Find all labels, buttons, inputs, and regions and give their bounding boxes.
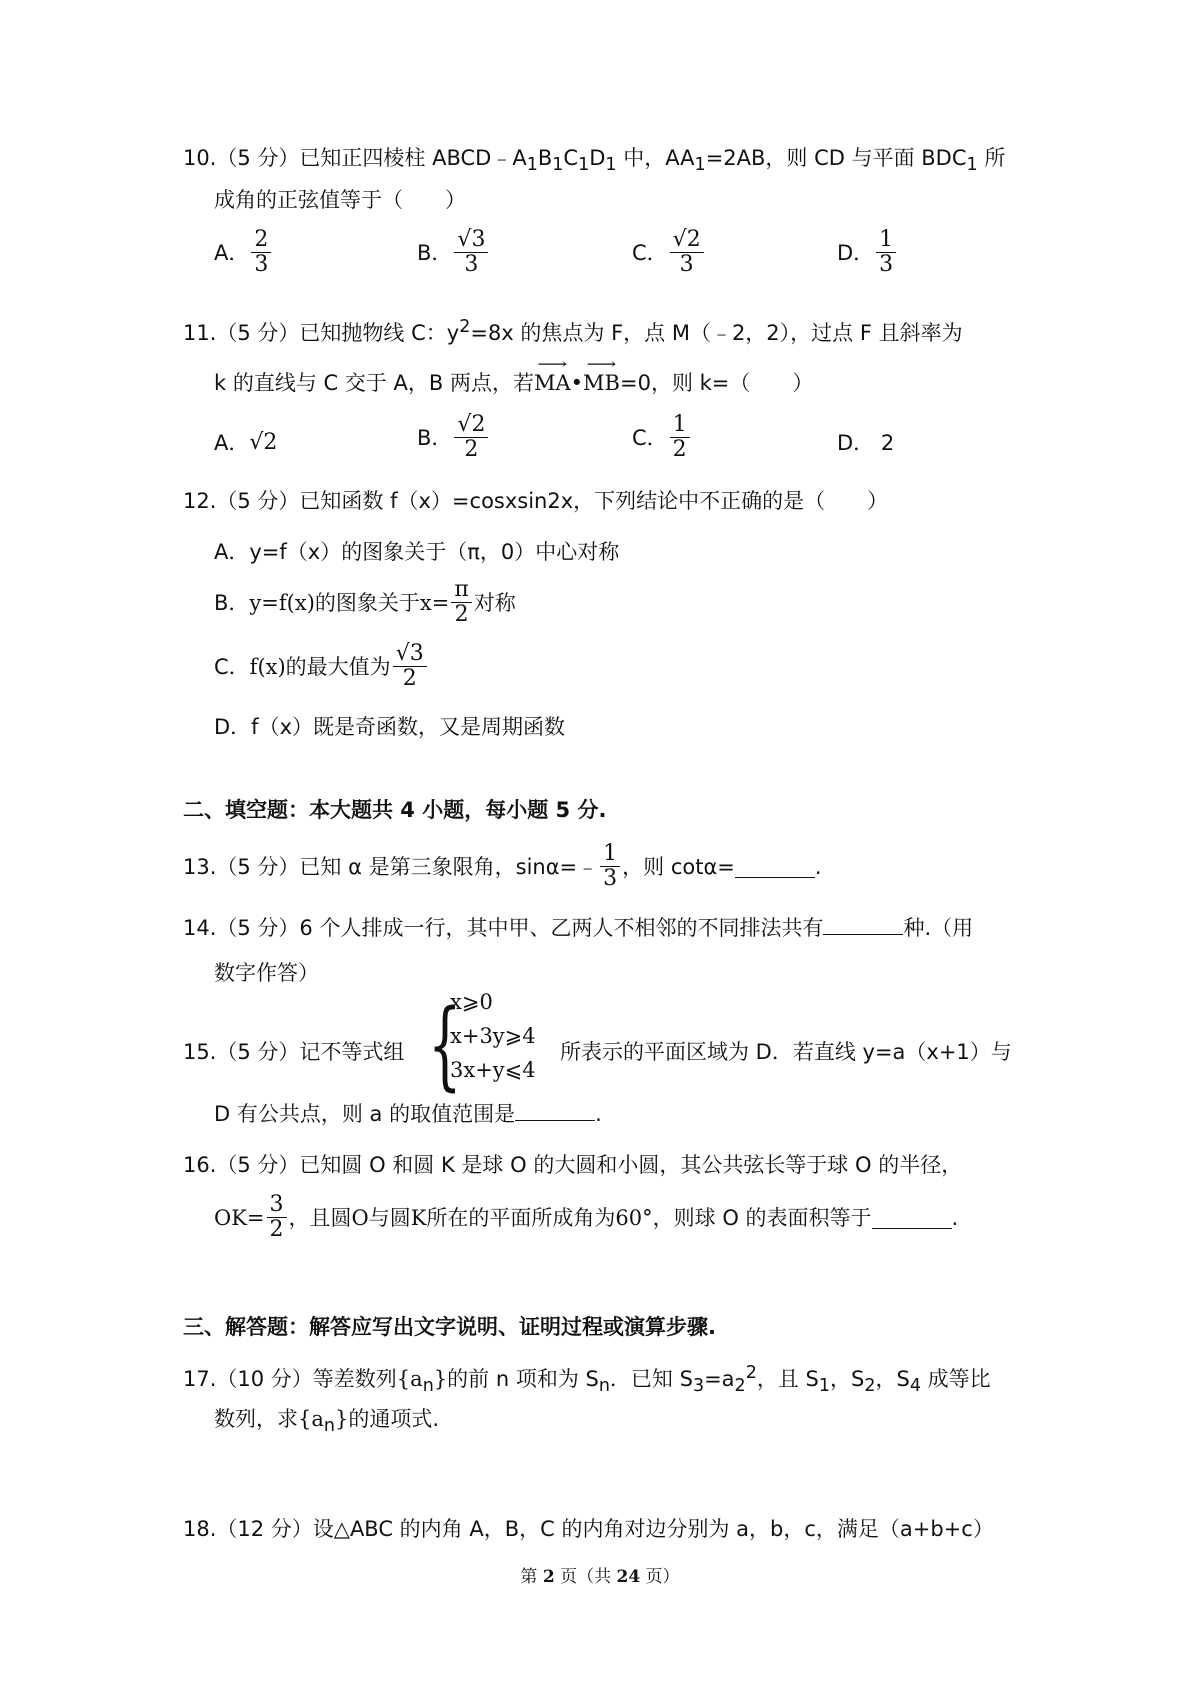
- q11-text: k 的直线与 C 交于 A，B 两点，若: [214, 371, 534, 395]
- denominator: 3: [254, 252, 269, 277]
- numerator: √2: [670, 228, 704, 253]
- q14-line2: 数字作答）: [214, 961, 319, 985]
- numerator: π: [451, 578, 471, 603]
- denominator: 3: [464, 252, 479, 277]
- footer-text: 页（共: [554, 1567, 617, 1587]
- q10-option-c: [632, 228, 706, 277]
- answer-blank: [872, 1206, 952, 1229]
- fraction: [670, 413, 690, 462]
- q11-sup: 2: [459, 317, 471, 337]
- q17-sub: n: [598, 1376, 610, 1397]
- option-label: A．: [214, 240, 250, 265]
- page-number: 2: [542, 1567, 555, 1587]
- q17-seq: }: [433, 1367, 448, 1391]
- option-text: y=f(x)的图象关于x=: [249, 590, 450, 615]
- q15-text: .: [595, 1102, 602, 1126]
- option-label: C．: [214, 654, 250, 679]
- q13-text: ，则 cotα=: [622, 854, 735, 879]
- numerator: 2: [251, 228, 271, 253]
- q17-sub: 2: [864, 1376, 876, 1397]
- fraction: [451, 578, 471, 627]
- q10-text: 10.（5 分）已知正四棱柱 ABCD﹣A: [183, 146, 527, 170]
- q10-option-a: [214, 228, 273, 277]
- q17-text: 的通项式.: [348, 1407, 440, 1431]
- option-label: C．: [632, 425, 668, 450]
- q17-sub: n: [323, 1416, 335, 1437]
- brace-icon: {: [428, 989, 462, 1101]
- q17-text: ，S: [829, 1367, 865, 1391]
- q15-text: 所表示的平面区域为 D．若直线 y=a（x+1）与: [560, 1040, 1012, 1064]
- q15-line2: [214, 1098, 602, 1129]
- option-text: 对称: [473, 590, 516, 615]
- q10-text: D: [589, 146, 606, 170]
- denominator: 2: [454, 602, 469, 627]
- q17-text: ，且 S: [756, 1367, 819, 1391]
- numerator: √3: [393, 642, 427, 667]
- q11-option-b: [417, 413, 490, 462]
- q17-seq: }: [334, 1407, 349, 1431]
- q17-text: ．已知 S: [609, 1367, 693, 1391]
- q13-text: 13.（5 分）已知 α 是第三象限角，sinα=﹣: [183, 854, 599, 879]
- q17-sub: 4: [909, 1376, 921, 1397]
- q14-text: 种.（用: [903, 916, 974, 940]
- q17-seq: {a: [396, 1367, 423, 1391]
- option-label: C．: [632, 240, 668, 265]
- answer-blank: [515, 1098, 595, 1121]
- q16-line2: [214, 1193, 958, 1242]
- q11-line1: [183, 312, 963, 348]
- option-label: B．: [417, 425, 453, 450]
- option-label: D．: [837, 240, 875, 265]
- fraction: [454, 413, 488, 462]
- denominator: 2: [269, 1217, 284, 1242]
- q16-text: OK=: [214, 1205, 265, 1230]
- q12-option-d: D．f（x）既是奇函数，又是周期函数: [214, 715, 565, 739]
- denominator: 2: [464, 437, 479, 462]
- answer-blank: [823, 912, 903, 935]
- option-value: √2: [249, 430, 278, 455]
- q17-line2: [214, 1404, 439, 1441]
- q17-sup: 2: [745, 1363, 757, 1383]
- numerator: 3: [267, 1193, 287, 1218]
- q16-text: .: [951, 1205, 959, 1230]
- q11-text: =8x 的焦点为 F，点 M（﹣2，2），过点 F 且斜率为: [470, 321, 963, 345]
- fraction: [454, 228, 488, 277]
- q16-text: ，则球 O 的表面积等于: [652, 1205, 872, 1230]
- vector-ma: ⟶ MA: [534, 368, 571, 398]
- q17-line1: [183, 1358, 991, 1401]
- section-fill-in-heading: 二、填空题：本大题共 4 小题，每小题 5 分.: [183, 798, 607, 822]
- option-text: f(x)的最大值为: [249, 654, 391, 679]
- q14-line1: [183, 912, 973, 943]
- denominator: 2: [672, 437, 687, 462]
- q11-option-d: D． 2: [837, 431, 895, 455]
- fraction: [251, 228, 271, 277]
- section-solve-heading: 三、解答题：解答应写出文字说明、证明过程或演算步骤.: [183, 1315, 716, 1339]
- q10-option-d: [837, 228, 898, 277]
- q10-option-b: [417, 228, 490, 277]
- q10-text: 所: [977, 146, 1006, 170]
- denominator: 3: [879, 252, 894, 277]
- q10-sub: 1: [526, 155, 538, 176]
- numerator: √2: [454, 413, 488, 438]
- q12-option-a: A．y=f（x）的图象关于（π，0）中心对称: [214, 540, 620, 564]
- denominator: 3: [603, 866, 618, 891]
- q11-text: =0，则 k=（ ）: [619, 371, 814, 395]
- page-footer: [0, 1562, 1200, 1587]
- inequality-row: x+3y⩾4: [450, 1024, 536, 1048]
- q10-text: B: [537, 146, 553, 170]
- q11-text: 11.（5 分）已知抛物线 C：y: [183, 321, 460, 345]
- inequality-row: x⩾0: [450, 990, 493, 1014]
- q15-text: D 有公共点，则 a 的取值范围是: [214, 1102, 516, 1126]
- q17-text: ，S: [875, 1367, 910, 1391]
- q17-text: 的前 n 项和为 S: [447, 1367, 599, 1391]
- q16-line1: 16.（5 分）已知圆 O 和圆 K 是球 O 的大圆和小圆，其公共弦长等于球 O 的半径，: [183, 1153, 963, 1177]
- vector-mb: ⟶ MB: [583, 368, 620, 398]
- q17-text: 数列，求: [214, 1407, 298, 1431]
- option-label: B．: [417, 240, 453, 265]
- denominator: 3: [679, 252, 694, 277]
- inequality-row: 3x+y⩽4: [450, 1058, 536, 1082]
- q13: [183, 842, 822, 891]
- q10-sub: 1: [605, 155, 617, 176]
- q12-option-c: [214, 642, 429, 691]
- q17-text: 17.（10 分）等差数列: [183, 1367, 397, 1391]
- q17-seq: {a: [298, 1407, 324, 1431]
- q10-sub: 1: [694, 155, 706, 176]
- q11-line2: [214, 368, 813, 398]
- q10-text: 中，AA: [616, 146, 695, 170]
- dot-operator: •: [570, 371, 584, 395]
- q10-text: =2AB，则 CD 与平面 BDC: [705, 146, 967, 170]
- q18-line1: 18.（12 分）设△ABC 的内角 A，B，C 的内角对边分别为 a，b，c，满足（a+b+c）: [183, 1517, 994, 1541]
- q13-text: .: [814, 854, 822, 879]
- q11-option-a: [214, 428, 277, 458]
- denominator: 2: [402, 666, 417, 691]
- numerator: 1: [876, 228, 896, 253]
- q11-option-c: [632, 413, 692, 462]
- q17-text: 成等比: [920, 1367, 991, 1391]
- q17-sub: 1: [818, 1376, 830, 1397]
- fraction: [600, 842, 620, 891]
- q17-text: =a: [704, 1367, 735, 1391]
- q10-text: C: [563, 146, 579, 170]
- q10-line2: 成角的正弦值等于（ ）: [214, 188, 466, 212]
- q12-line1: 12.（5 分）已知函数 f（x）=cosxsin2x，下列结论中不正确的是（ ）: [183, 489, 889, 513]
- q17-sub: n: [422, 1376, 434, 1397]
- numerator: 1: [670, 413, 690, 438]
- fraction: [876, 228, 896, 277]
- q10-sub: 1: [578, 155, 590, 176]
- q17-sub: 3: [692, 1376, 705, 1397]
- q14-text: 14.（5 分）6 个人排成一行，其中甲、乙两人不相邻的不同排法共有: [183, 916, 824, 940]
- q10-line1: [183, 143, 1005, 180]
- total-pages: 24: [616, 1567, 641, 1587]
- inequality-system: [450, 985, 536, 1087]
- option-label: B．: [214, 590, 250, 615]
- numerator: 1: [600, 842, 620, 867]
- q15-label: 15.（5 分）记不等式组: [183, 1040, 405, 1064]
- q16-text: ，且圆O与圆K所在的平面所成角为60°: [288, 1205, 653, 1230]
- numerator: √3: [454, 228, 488, 253]
- option-label: A．: [214, 431, 250, 455]
- footer-text: 第: [520, 1567, 543, 1587]
- fraction: [670, 228, 704, 277]
- footer-text: 页）: [640, 1567, 680, 1587]
- answer-blank: [735, 855, 815, 878]
- fraction: [267, 1193, 287, 1242]
- q10-sub: 1: [966, 155, 978, 176]
- fraction: [393, 642, 427, 691]
- q17-sub: 2: [734, 1376, 746, 1397]
- q12-option-b: [214, 578, 516, 627]
- q10-sub: 1: [552, 155, 564, 176]
